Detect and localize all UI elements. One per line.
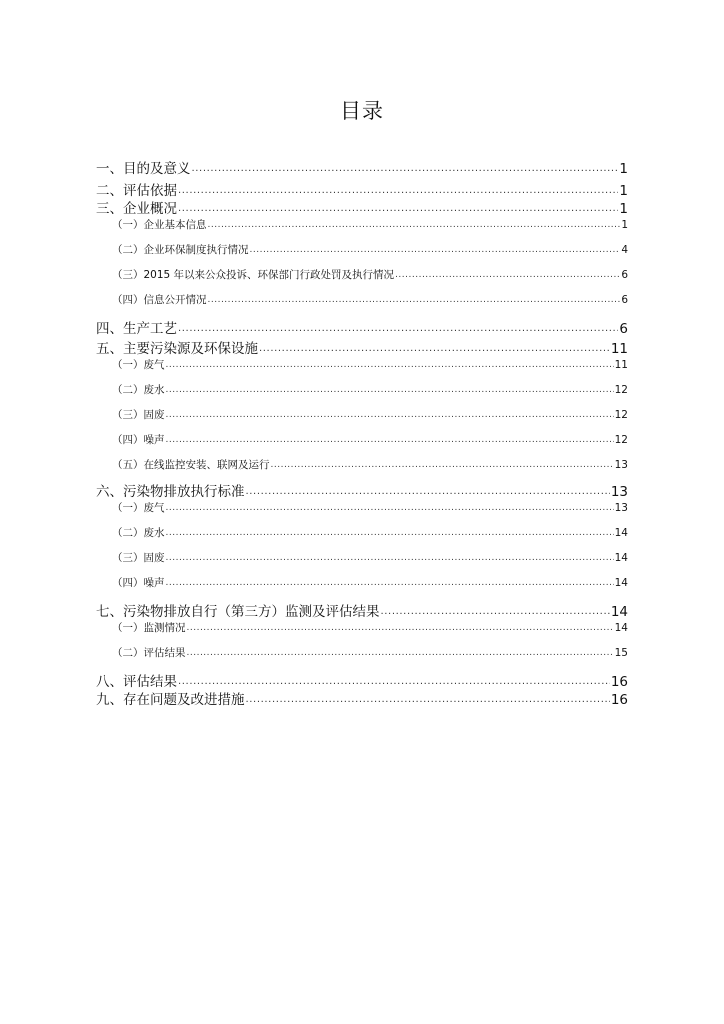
- toc-subsection-entry[interactable]: [96, 218, 628, 233]
- toc-entry-text: （一）企业基本信息: [112, 219, 207, 231]
- toc-page-number: 13: [614, 502, 628, 514]
- toc-leader-dots: [246, 691, 610, 709]
- toc-page-number: 12: [614, 434, 628, 446]
- toc-entry-text: （二）评估结果: [112, 647, 186, 659]
- toc-leader-dots: [259, 340, 610, 358]
- toc-subsection-entry[interactable]: [96, 358, 628, 373]
- toc-page-number: 14: [614, 577, 628, 589]
- toc-page-number: 11: [614, 359, 628, 371]
- toc-entry-text: （二）企业环保制度执行情况: [112, 244, 249, 256]
- toc-entry-text: 三、企业概况: [96, 201, 177, 217]
- toc-subsection-entry[interactable]: [96, 433, 628, 448]
- toc-entry-text: 四、生产工艺: [96, 321, 177, 337]
- toc-leader-dots: [178, 200, 618, 218]
- toc-leader-dots: [271, 458, 614, 473]
- toc-entry-text: （四）信息公开情况: [112, 294, 207, 306]
- toc-page-number: 13: [610, 484, 628, 500]
- toc-section-entry[interactable]: [96, 673, 628, 691]
- toc-page-number: 14: [614, 622, 628, 634]
- toc-page-number: 1: [619, 183, 628, 199]
- toc-section-entry[interactable]: [96, 603, 628, 621]
- toc-subsection-entry[interactable]: [96, 383, 628, 398]
- toc-leader-dots: [187, 621, 614, 636]
- toc-page-number: 1: [619, 201, 628, 217]
- toc-page-number: 12: [614, 384, 628, 396]
- toc-subsection-entry[interactable]: [96, 526, 628, 541]
- toc-leader-dots: [166, 551, 614, 566]
- toc-leader-dots: [166, 358, 614, 373]
- toc-entry-text: （一）监测情况: [112, 622, 186, 634]
- toc-entry-text: （二）废水: [112, 527, 165, 539]
- toc-entry-text: 五、主要污染源及环保设施: [96, 341, 258, 357]
- toc-leader-dots: [166, 501, 614, 516]
- toc-subsection-entry[interactable]: [96, 621, 628, 636]
- toc-page-number: 1: [621, 219, 628, 231]
- toc-entry-text: （四）噪声: [112, 577, 165, 589]
- toc-leader-dots: [381, 603, 610, 621]
- toc-entry-text: 七、污染物排放自行（第三方）监测及评估结果: [96, 604, 380, 620]
- toc-leader-dots: [178, 182, 618, 200]
- toc-section-entry[interactable]: [96, 182, 628, 200]
- toc-page-number: 16: [610, 674, 628, 690]
- toc-section-entry[interactable]: [96, 320, 628, 338]
- toc-leader-dots: [166, 526, 614, 541]
- toc-entry-text: 八、评估结果: [96, 674, 177, 690]
- toc-section-entry[interactable]: [96, 691, 628, 709]
- toc-section-entry[interactable]: [96, 200, 628, 218]
- toc-entry-text: 六、污染物排放执行标准: [96, 484, 245, 500]
- toc-page-number: 4: [621, 244, 628, 256]
- toc-page-number: 12: [614, 409, 628, 421]
- toc-subsection-entry[interactable]: [96, 243, 628, 258]
- toc-subsection-entry[interactable]: [96, 293, 628, 308]
- toc-leader-dots: [208, 218, 621, 233]
- toc-subsection-entry[interactable]: [96, 576, 628, 591]
- toc-section-entry[interactable]: [96, 340, 628, 358]
- toc-leader-dots: [395, 268, 620, 283]
- toc-leader-dots: [208, 293, 621, 308]
- toc-section-entry[interactable]: [96, 483, 628, 501]
- toc-leader-dots: [187, 646, 614, 661]
- toc-entry-text: 一、目的及意义: [96, 161, 191, 177]
- toc-page-number: 6: [619, 321, 628, 337]
- toc-page-number: 14: [610, 604, 628, 620]
- toc-section-entry[interactable]: [96, 160, 628, 178]
- toc-entry-text: （二）废水: [112, 384, 165, 396]
- toc-leader-dots: [178, 673, 610, 691]
- toc-subsection-entry[interactable]: [96, 551, 628, 566]
- toc-leader-dots: [192, 160, 619, 178]
- toc-entry-text: （三）固废: [112, 409, 165, 421]
- toc-entry-text: （五）在线监控安装、联网及运行: [112, 459, 270, 471]
- toc-page-number: 16: [610, 692, 628, 708]
- toc-subsection-entry[interactable]: [96, 458, 628, 473]
- toc-page-number: 14: [614, 527, 628, 539]
- toc-page-number: 1: [619, 161, 628, 177]
- toc-subsection-entry[interactable]: [96, 408, 628, 423]
- toc-subsection-entry[interactable]: [96, 268, 628, 283]
- toc-leader-dots: [166, 383, 614, 398]
- toc-entry-text: （一）废气: [112, 359, 165, 371]
- toc-entry-text: （三）固废: [112, 552, 165, 564]
- toc-entry-text: 二、评估依据: [96, 183, 177, 199]
- toc-page-number: 13: [614, 459, 628, 471]
- toc-leader-dots: [250, 243, 621, 258]
- toc-page-number: 6: [621, 294, 628, 306]
- toc-entry-text: （一）废气: [112, 502, 165, 514]
- toc-entry-text: （三）2015 年以来公众投诉、环保部门行政处罚及执行情况: [112, 269, 395, 281]
- toc-page-number: 14: [614, 552, 628, 564]
- toc-leader-dots: [166, 433, 614, 448]
- toc-leader-dots: [178, 320, 618, 338]
- toc-page-number: 11: [610, 341, 628, 357]
- toc-leader-dots: [166, 408, 614, 423]
- toc-leader-dots: [246, 483, 610, 501]
- toc-page-number: 6: [621, 269, 628, 281]
- toc-entry-text: 九、存在问题及改进措施: [96, 692, 245, 708]
- toc-subsection-entry[interactable]: [96, 646, 628, 661]
- toc-title: 目录: [340, 99, 384, 123]
- toc-page-number: 15: [614, 647, 628, 659]
- toc-leader-dots: [166, 576, 614, 591]
- toc-subsection-entry[interactable]: [96, 501, 628, 516]
- toc-entry-text: （四）噪声: [112, 434, 165, 446]
